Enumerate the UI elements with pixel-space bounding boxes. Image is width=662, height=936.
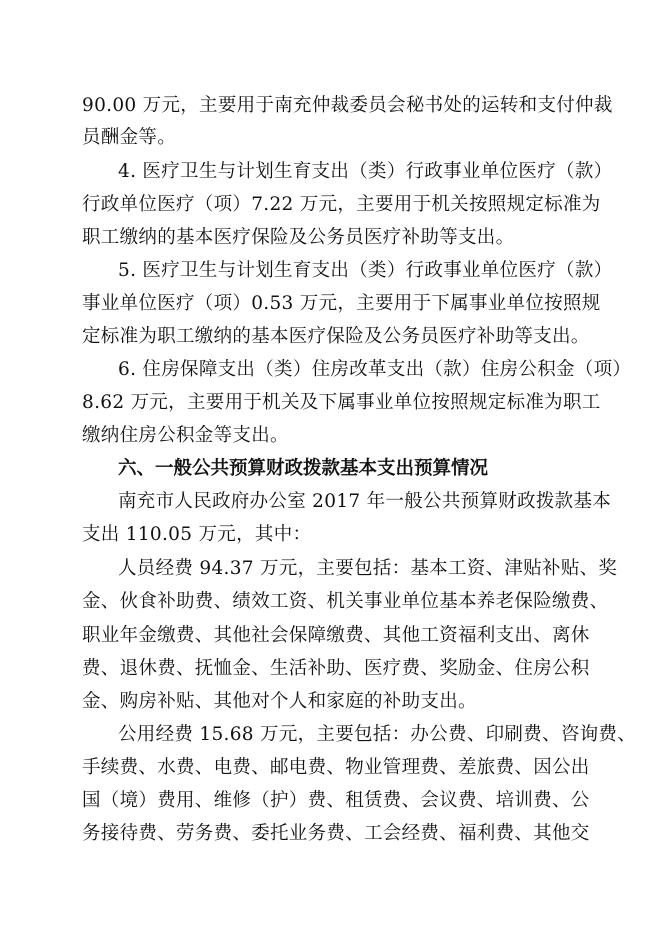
paragraph-line: 8.62 万元，主要用于机关及下属事业单位按照规定标准为职工	[82, 392, 601, 413]
paragraph-line: 南充市人民政府办公室 2017 年一般公共预算财政拨款基本	[118, 491, 612, 512]
section-heading: 六、一般公共预算财政拨款基本支出预算情况	[118, 458, 489, 479]
paragraph-line: 6. 住房保障支出（类）住房改革支出（款）住房公积金（项）	[118, 359, 632, 380]
paragraph-line: 定标准为职工缴纳的基本医疗保险及公务员医疗补助等支出。	[82, 326, 590, 347]
paragraph-line: 务接待费、劳务费、委托业务费、工会经费、福利费、其他交	[82, 823, 590, 844]
paragraph-line: 事业单位医疗（项）0.53 万元，主要用于下属事业单位按照规	[82, 293, 601, 314]
paragraph-line: 90.00 万元，主要用于南充仲裁委员会秘书处的运转和支付仲裁	[82, 95, 613, 116]
paragraph-line: 5. 医疗卫生与计划生育支出（类）行政事业单位医疗（款）	[118, 260, 613, 281]
paragraph-line: 职工缴纳的基本医疗保险及公务员医疗补助等支出。	[82, 227, 515, 248]
paragraph-line: 4. 医疗卫生与计划生育支出（类）行政事业单位医疗（款）	[118, 161, 613, 182]
paragraph-line: 员酬金等。	[82, 127, 177, 148]
paragraph-line: 金、伙食补助费、绩效工资、机关事业单位基本养老保险缴费、	[82, 591, 609, 612]
paragraph-line: 行政单位医疗（项）7.22 万元，主要用于机关按照规定标准为	[82, 194, 601, 215]
paragraph-line: 手续费、水费、电费、邮电费、物业管理费、差旅费、因公出	[82, 757, 590, 778]
paragraph-line: 职业年金缴费、其他社会保障缴费、其他工资福利支出、离休	[82, 625, 590, 646]
paragraph-line: 金、购房补贴、其他对个人和家庭的补助支出。	[82, 691, 477, 712]
paragraph-line: 缴纳住房公积金等支出。	[82, 425, 289, 446]
paragraph-line: 支出 110.05 万元，其中：	[82, 524, 312, 545]
paragraph-line: 公用经费 15.68 万元，主要包括：办公费、印刷费、咨询费、	[118, 724, 637, 745]
paragraph-line: 国（境）费用、维修（护）费、租赁费、会议费、培训费、公	[82, 790, 590, 811]
paragraph-line: 人员经费 94.37 万元，主要包括：基本工资、津贴补贴、奖	[118, 558, 618, 579]
paragraph-line: 费、退休费、抚恤金、生活补助、医疗费、奖励金、住房公积	[82, 658, 590, 679]
